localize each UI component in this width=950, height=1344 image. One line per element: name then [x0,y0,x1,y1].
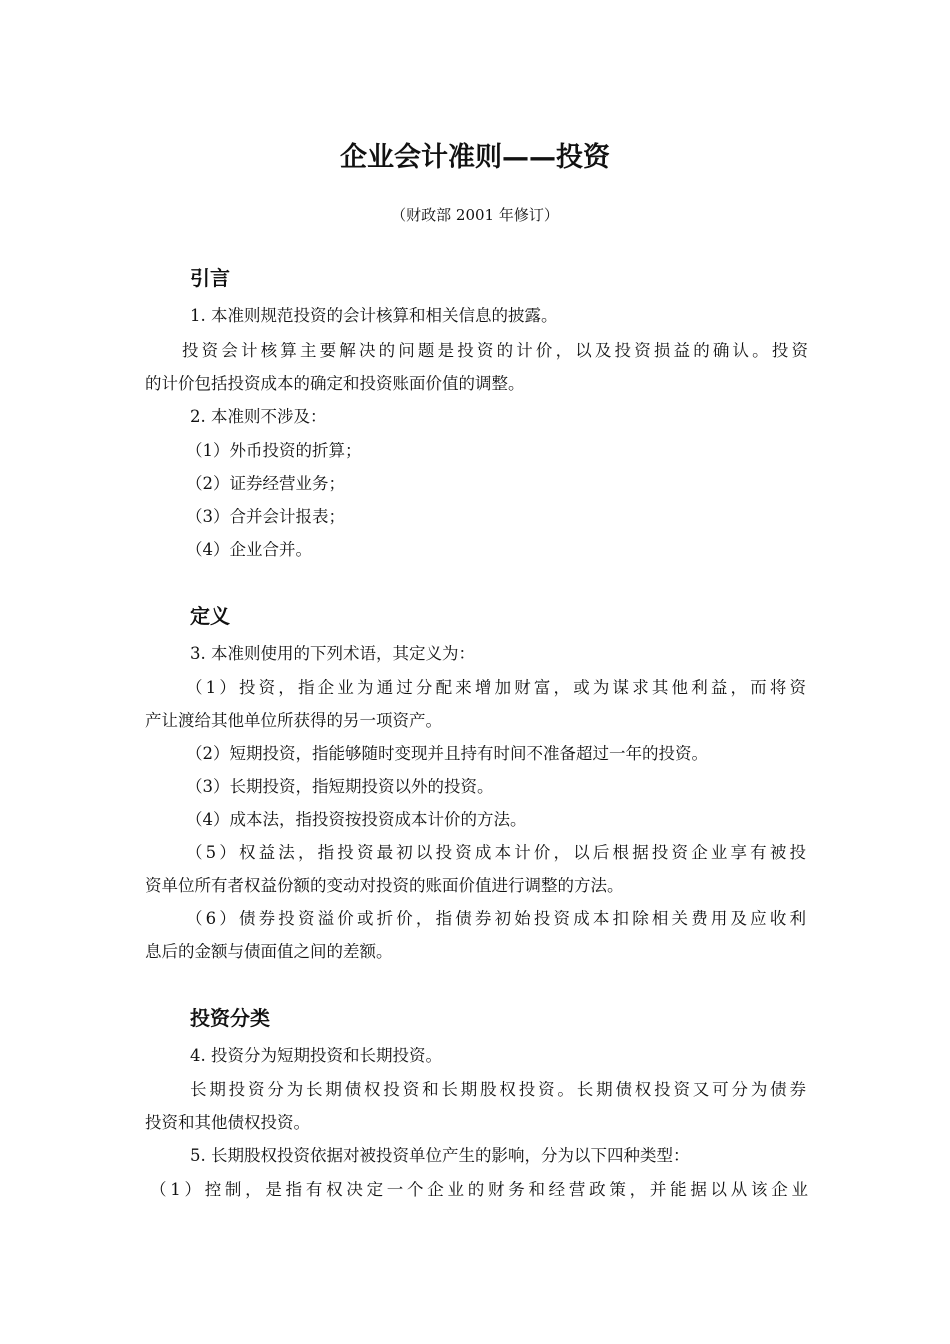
list-item: （1）外币投资的折算； [186,441,362,460]
paragraph-line: 2. 本准则不涉及： [190,407,327,426]
section-heading-definitions: 定义 [190,604,230,628]
paragraph-line: 投资和其他债权投资。 [145,1113,310,1132]
paragraph-line: 1. 本准则规范投资的会计核算和相关信息的披露。 [190,306,558,325]
paragraph-line: 3. 本准则使用的下列术语，其定义为： [190,644,475,663]
paragraph-line: （2）短期投资，指能够随时变现并且持有时间不准备超过一年的投资。 [186,744,708,763]
list-item: （2）证券经营业务； [186,474,345,493]
paragraph-line: 长期投资分为长期债权投资和长期股权投资。长期债权投资又可分为债券 [190,1080,806,1099]
list-item: （1）控制，是指有权决定一个企业的财务和经营政策，并能据以从该企业 [150,1180,808,1199]
paragraph-line: 产让渡给其他单位所获得的另一项资产。 [145,711,442,730]
paragraph-line: 4. 投资分为短期投资和长期投资。 [190,1046,442,1065]
section-heading-intro: 引言 [190,266,230,290]
paragraph-line: （5）权益法，指投资最初以投资成本计价，以后根据投资企业享有被投 [186,843,806,862]
paragraph-line: 的计价包括投资成本的确定和投资账面价值的调整。 [145,374,525,393]
list-item: （4）企业合并。 [186,540,312,559]
paragraph-line: 息后的金额与债面值之间的差额。 [145,942,393,961]
paragraph-line: 投资会计核算主要解决的问题是投资的计价，以及投资损益的确认。投资 [182,341,808,360]
paragraph-line: 资单位所有者权益份额的变动对投资的账面价值进行调整的方法。 [145,876,624,895]
list-item: （3）合并会计报表； [186,507,345,526]
paragraph-line: （3）长期投资，指短期投资以外的投资。 [186,777,494,796]
paragraph-line: （6）债券投资溢价或折价，指债券初始投资成本扣除相关费用及应收利 [186,909,806,928]
document-subtitle: （财政部 2001 年修订） [391,206,559,224]
paragraph-line: （1）投资，指企业为通过分配来增加财富，或为谋求其他利益，而将资 [186,678,806,697]
paragraph-line: （4）成本法，指投资按投资成本计价的方法。 [186,810,527,829]
paragraph-line: 5. 长期股权投资依据对被投资单位产生的影响，分为以下四种类型： [190,1146,690,1165]
section-heading-classification: 投资分类 [190,1006,270,1030]
document-title: 企业会计准则——投资 [340,142,610,173]
